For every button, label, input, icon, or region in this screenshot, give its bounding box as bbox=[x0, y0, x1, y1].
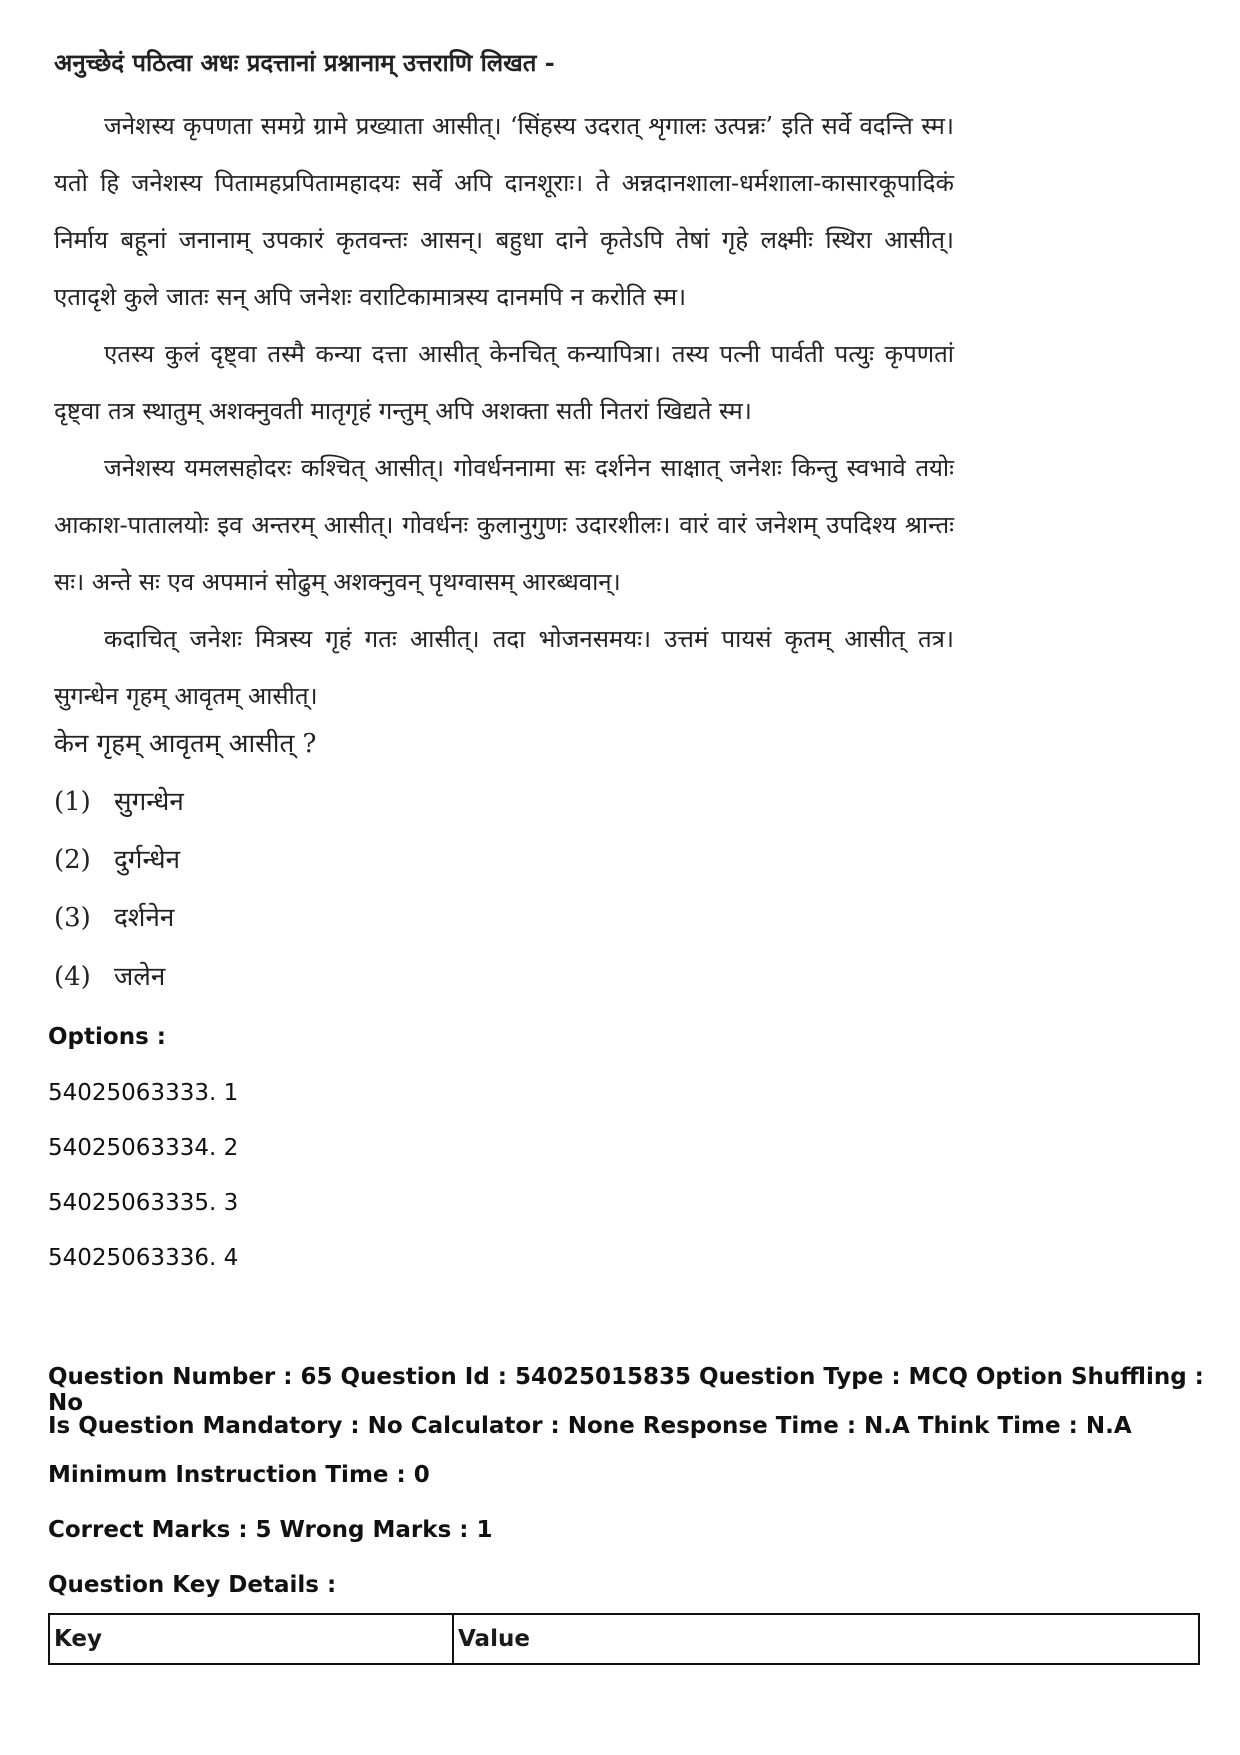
instruction-heading: अनुच्छेदं पठित्वा अधः प्रदत्तानां प्रश्नानाम् उत्तराणि लिखत - bbox=[54, 48, 555, 77]
passage-paragraph: जनेशस्य कृपणता समग्रे ग्रामे प्रख्याता आसीत्। ‘सिंहस्य उदरात् शृगालः उत्पन्नः’ इति सर्वे वदन्ति स्म। यतो हि जनेशस्य पितामहप्रपितामहादयः सर्वे अपि दानशूराः। ते अन्नदानशाला-धर्मशाला-कासारकूपादिकं निर्माय बहूनां जनानाम् उपकारं कृतवन्तः आसन्। बहुधा दाने कृतेऽपि तेषां गृहे लक्ष्मीः स्थिरा आसीत्। एतादृशे कुले जातः सन् अपि जनेशः वराटिकामात्रस्य दानमपि न करोति स्म। bbox=[54, 112, 954, 311]
choice-number: (2) bbox=[54, 845, 91, 875]
choice-number: (4) bbox=[54, 962, 91, 992]
choice-text: दर्शनेन bbox=[114, 903, 175, 933]
option-id: 54025063334. 2 bbox=[48, 1135, 239, 1161]
options-label: Options : bbox=[48, 1024, 166, 1050]
option-id: 54025063335. 3 bbox=[48, 1190, 239, 1216]
marks-line: Correct Marks : 5 Wrong Marks : 1 bbox=[48, 1517, 493, 1543]
value-header: Value bbox=[453, 1614, 1199, 1664]
key-details-table bbox=[48, 1613, 1200, 1665]
choice-3 bbox=[54, 898, 174, 934]
question-meta-line: Question Number : 65 Question Id : 54025015835 Question Type : MCQ Option Shuffling : No bbox=[48, 1364, 1204, 1416]
passage-paragraph: जनेशस्य यमलसहोदरः कश्चित् आसीत्। गोवर्धननामा सः दर्शनेन साक्षात् जनेशः किन्तु स्वभावे तयोः आकाश-पातालयोः इव अन्तरम् आसीत्। गोवर्धनः कुलानुगुणः उदारशीलः। वारं वारं जनेशम् उपदिश्य श्रान्तः सः। अन्ते सः एव अपमानं सोढुम् अशक्नुवन् पृथग्वासम् आरब्धवान्। bbox=[54, 454, 954, 596]
option-id: 54025063336. 4 bbox=[48, 1245, 239, 1271]
passage-paragraph: एतस्य कुलं दृष्ट्वा तस्मै कन्या दत्ता आसीत् केनचित् कन्यापित्रा। तस्य पत्नी पार्वती पत्युः कृपणतां दृष्ट्वा तत्र स्थातुम् अशक्नुवती मातृगृहं गन्तुम् अपि अशक्ता सती नितरां खिद्यते स्म। bbox=[54, 340, 954, 425]
choice-number: (1) bbox=[54, 787, 91, 817]
question-meta-line: Is Question Mandatory : No Calculator : None Response Time : N.A Think Time : N.A bbox=[48, 1413, 1132, 1439]
choice-text: सुगन्धेन bbox=[114, 787, 184, 817]
passage-paragraph: कदाचित् जनेशः मित्रस्य गृहं गतः आसीत्। तदा भोजनसमयः। उत्तमं पायसं कृतम् आसीत् तत्र। सुगन्धेन गृहम् आवृतम् आसीत्। bbox=[54, 625, 954, 710]
choice-1 bbox=[54, 782, 184, 818]
key-details-label: Question Key Details : bbox=[48, 1572, 337, 1598]
choice-4 bbox=[54, 957, 165, 993]
question-text: केन गृहम् आवृतम् आसीत् ? bbox=[54, 729, 317, 759]
option-id: 54025063333. 1 bbox=[48, 1080, 239, 1106]
choice-text: जलेन bbox=[114, 962, 166, 992]
key-header: Key bbox=[49, 1614, 453, 1664]
choice-text: दुर्गन्धेन bbox=[114, 845, 181, 875]
table-row bbox=[49, 1614, 1199, 1664]
choice-number: (3) bbox=[54, 903, 91, 933]
passage bbox=[54, 98, 954, 725]
question-meta-line: Minimum Instruction Time : 0 bbox=[48, 1462, 430, 1488]
choice-2 bbox=[54, 840, 180, 876]
